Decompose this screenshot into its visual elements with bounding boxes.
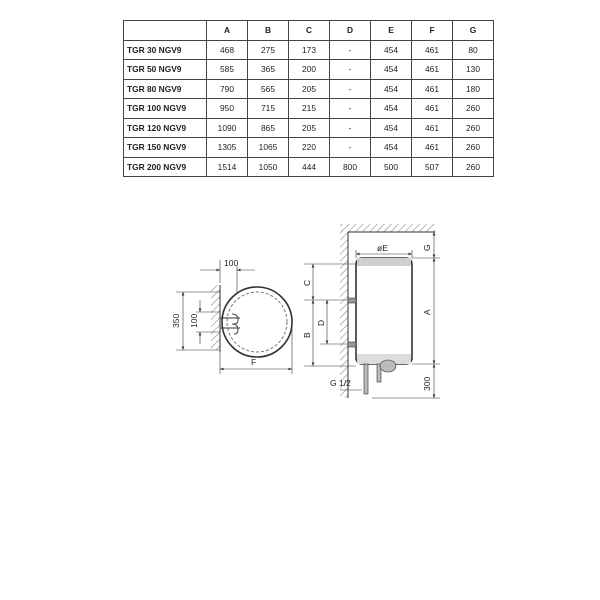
value-cell: 180 bbox=[453, 79, 494, 99]
side-view bbox=[302, 224, 440, 398]
value-cell: 507 bbox=[412, 157, 453, 177]
value-cell: 1305 bbox=[207, 138, 248, 158]
table-header-e: E bbox=[371, 21, 412, 41]
bracket-hook-top bbox=[232, 314, 238, 324]
value-cell: 454 bbox=[371, 138, 412, 158]
dim-c-label: C bbox=[302, 279, 312, 286]
value-cell: - bbox=[330, 79, 371, 99]
value-cell: 461 bbox=[412, 138, 453, 158]
dim-left-outer-label: 350 bbox=[171, 313, 181, 328]
value-cell: 260 bbox=[453, 157, 494, 177]
value-cell: 205 bbox=[289, 118, 330, 138]
value-cell: 715 bbox=[248, 99, 289, 119]
model-cell: TGR 30 NGV9 bbox=[124, 40, 207, 60]
value-cell: 790 bbox=[207, 79, 248, 99]
top-view bbox=[171, 258, 292, 374]
value-cell: 454 bbox=[371, 60, 412, 80]
value-cell: 461 bbox=[412, 40, 453, 60]
inlet-pipe bbox=[364, 364, 368, 394]
dim-diameter-label: øE bbox=[377, 243, 388, 253]
value-cell: 260 bbox=[453, 138, 494, 158]
dim-a-label: A bbox=[422, 309, 432, 315]
value-cell: - bbox=[330, 60, 371, 80]
value-cell: 461 bbox=[412, 79, 453, 99]
value-cell: 454 bbox=[371, 79, 412, 99]
value-cell: 1514 bbox=[207, 157, 248, 177]
value-cell: 585 bbox=[207, 60, 248, 80]
value-cell: 950 bbox=[207, 99, 248, 119]
dim-top-right-label: G bbox=[422, 244, 432, 251]
dim-top-label: 100 bbox=[224, 258, 239, 268]
value-cell: 461 bbox=[412, 60, 453, 80]
value-cell: 275 bbox=[248, 40, 289, 60]
table-header-b: B bbox=[248, 21, 289, 41]
model-cell: TGR 120 NGV9 bbox=[124, 118, 207, 138]
value-cell: 1065 bbox=[248, 138, 289, 158]
value-cell: 220 bbox=[289, 138, 330, 158]
top-view-wall-hatch bbox=[211, 285, 220, 350]
value-cell: 461 bbox=[412, 118, 453, 138]
model-cell: TGR 100 NGV9 bbox=[124, 99, 207, 119]
value-cell: 1050 bbox=[248, 157, 289, 177]
value-cell: - bbox=[330, 40, 371, 60]
thermostat-cover bbox=[380, 360, 396, 372]
value-cell: - bbox=[330, 138, 371, 158]
table-header-f: F bbox=[412, 21, 453, 41]
tank-body bbox=[356, 258, 412, 364]
value-cell: - bbox=[330, 99, 371, 119]
value-cell: 215 bbox=[289, 99, 330, 119]
value-cell: 80 bbox=[453, 40, 494, 60]
value-cell: 130 bbox=[453, 60, 494, 80]
value-cell: 461 bbox=[412, 99, 453, 119]
tank-inner-circle bbox=[227, 292, 287, 352]
dim-bottom-right-label: 300 bbox=[422, 376, 432, 391]
pipe-label: G 1/2 bbox=[330, 378, 351, 388]
value-cell: 865 bbox=[248, 118, 289, 138]
tank-top-cap bbox=[357, 258, 411, 266]
value-cell: 444 bbox=[289, 157, 330, 177]
table-header-g: G bbox=[453, 21, 494, 41]
dim-d-label: D bbox=[316, 319, 326, 326]
table-header-d: D bbox=[330, 21, 371, 41]
value-cell: 454 bbox=[371, 40, 412, 60]
side-view-ceiling-hatch bbox=[340, 224, 435, 232]
model-cell: TGR 80 NGV9 bbox=[124, 79, 207, 99]
model-cell: TGR 200 NGV9 bbox=[124, 157, 207, 177]
table-header-a: A bbox=[207, 21, 248, 41]
value-cell: - bbox=[330, 118, 371, 138]
value-cell: 365 bbox=[248, 60, 289, 80]
dim-left-inner-label: 100 bbox=[189, 313, 199, 328]
table-header-c: C bbox=[289, 21, 330, 41]
value-cell: 454 bbox=[371, 118, 412, 138]
model-cell: TGR 50 NGV9 bbox=[124, 60, 207, 80]
value-cell: 800 bbox=[330, 157, 371, 177]
value-cell: 1090 bbox=[207, 118, 248, 138]
value-cell: 468 bbox=[207, 40, 248, 60]
value-cell: 173 bbox=[289, 40, 330, 60]
value-cell: 260 bbox=[453, 99, 494, 119]
lower-bracket bbox=[348, 342, 356, 347]
value-cell: 454 bbox=[371, 99, 412, 119]
dim-bottom-label: F bbox=[251, 357, 257, 367]
value-cell: 260 bbox=[453, 118, 494, 138]
value-cell: 200 bbox=[289, 60, 330, 80]
model-cell: TGR 150 NGV9 bbox=[124, 138, 207, 158]
dim-b-label: B bbox=[302, 332, 312, 338]
tank-outer-circle bbox=[222, 287, 292, 357]
bracket-hook-bottom bbox=[232, 324, 238, 334]
value-cell: 500 bbox=[371, 157, 412, 177]
value-cell: 565 bbox=[248, 79, 289, 99]
value-cell: 205 bbox=[289, 79, 330, 99]
upper-bracket bbox=[348, 298, 356, 303]
side-view-wall-hatch bbox=[340, 230, 348, 398]
